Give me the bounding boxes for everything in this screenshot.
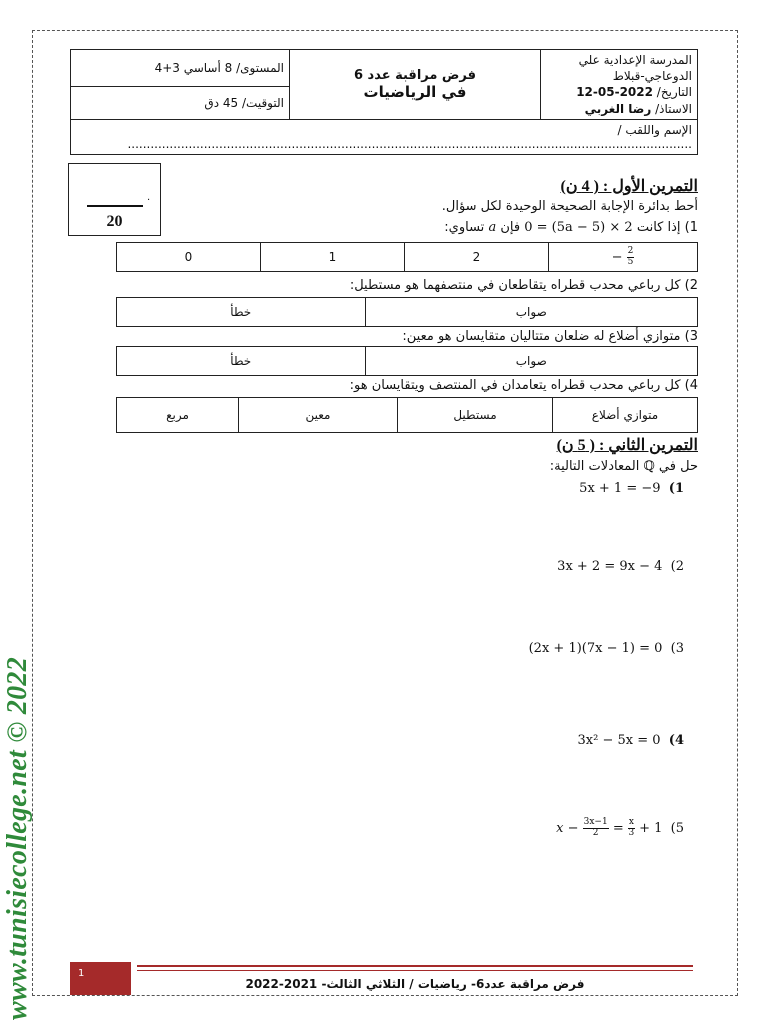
exercise1-title: التمرين الأول : ( 4 ن) bbox=[560, 178, 698, 195]
exercise2-title: التمرين الثاني : ( 5 ن) bbox=[556, 437, 698, 454]
exercise1-q1: 1) إذا كانت 0 = (5a − 5) × 2 فإن a تساوي: bbox=[444, 220, 698, 235]
q4-choice[interactable]: متوازي أضلاع bbox=[553, 398, 698, 433]
equation-1: 5x + 1 = −9 (1 bbox=[579, 481, 684, 496]
q1-choice-frac[interactable]: − $\frac{2}{5}$ bbox=[549, 243, 698, 272]
footer-page-badge bbox=[70, 962, 131, 995]
q1-choice[interactable]: 0 bbox=[117, 243, 261, 272]
exam-date: التاريخ/ 2022-05-12 bbox=[576, 85, 692, 100]
student-name-field: الإسم واللقب / .................................................................................................................................................... bbox=[71, 119, 698, 154]
equation-5: x − $\frac{3x-1}{2}$ = $\frac{x}{3}$ + 1 (5 bbox=[556, 817, 684, 838]
q4-choice[interactable]: مربع bbox=[117, 398, 239, 433]
q1-choice[interactable]: 2 bbox=[405, 243, 549, 272]
q1-choices bbox=[116, 242, 698, 272]
exercise1-q3: 3) متوازي أضلاع له ضلعان متتاليان متقايسان هو معين: bbox=[402, 329, 698, 344]
footer-rule bbox=[137, 965, 693, 974]
exercise1-q4: 4) كل رباعي محدب قطراه يتعامدان في المنتصف ويتقايسان هو: bbox=[349, 378, 698, 393]
exercise1-instruction: أحط بدائرة الإجابة الصحيحة الوحيدة لكل سؤال. bbox=[441, 199, 698, 214]
q4-choices bbox=[116, 397, 698, 433]
score-denominator: 20 bbox=[106, 213, 123, 230]
footer-text: فرض مراقبة عدد6- رياضيات / الثلاثي الثالث- 2021-2022 bbox=[245, 977, 585, 991]
q2-choice[interactable]: خطأ bbox=[117, 298, 366, 327]
q1-choice[interactable]: 1 bbox=[261, 243, 405, 272]
exercise2-instruction: حل في ℚ المعادلات التالية: bbox=[549, 459, 698, 474]
score-box: . 20 bbox=[68, 163, 161, 236]
header-level: المستوى/ 8 أساسي 3+4 bbox=[71, 50, 290, 87]
equation-4: 3x² − 5x = 0 (4 bbox=[577, 733, 684, 748]
header-school-block bbox=[541, 50, 698, 120]
q3-choices bbox=[116, 346, 698, 376]
page-number: 1 bbox=[78, 968, 85, 979]
q4-choice[interactable]: معين bbox=[239, 398, 398, 433]
q3-choice[interactable]: خطأ bbox=[117, 347, 366, 376]
exam-title: فرض مراقبة عدد 6 في الرياضيات bbox=[290, 50, 541, 120]
header-table bbox=[70, 49, 698, 155]
q2-choice[interactable]: صواب bbox=[365, 298, 697, 327]
watermark: www.tunisiecollege.net © 2022 bbox=[2, 656, 33, 1020]
q4-choice[interactable]: مستطيل bbox=[398, 398, 553, 433]
equation-2: 3x + 2 = 9x − 4 (2 bbox=[557, 559, 684, 574]
q2-choices bbox=[116, 297, 698, 327]
header-duration: التوقيت/ 45 دق bbox=[71, 86, 290, 119]
equation-3: (2x + 1)(7x − 1) = 0 (3 bbox=[528, 641, 684, 656]
teacher-name: الاستاذ/ رضا الغربي bbox=[584, 101, 692, 116]
school-name: المدرسة الإعدادية علي الدوعاجي-قبلاط bbox=[578, 53, 692, 84]
q3-choice[interactable]: صواب bbox=[365, 347, 697, 376]
exercise1-q2: 2) كل رباعي محدب قطراه يتقاطعان في منتصفهما هو مستطيل: bbox=[349, 278, 698, 293]
